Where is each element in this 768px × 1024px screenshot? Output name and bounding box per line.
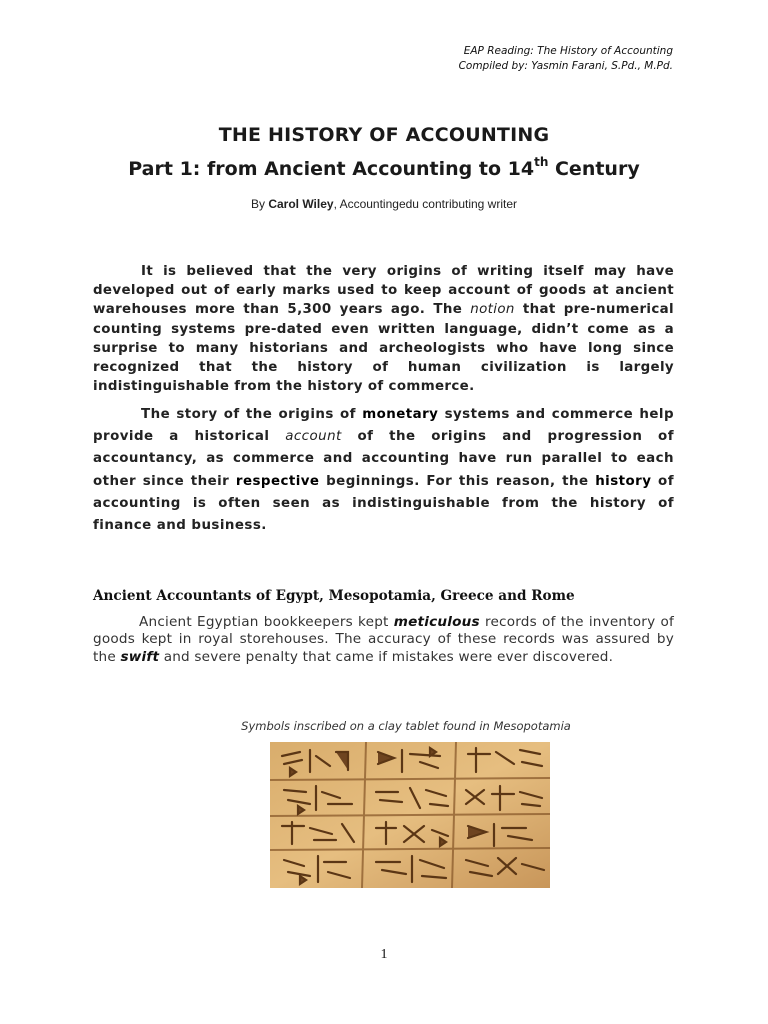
paragraph-text: that pre-numerical counting systems pre-dated even written language, didn’t come as a surprise to many historians and archeologists who have long since recognized that the history of human civilization is largely indistinguishable from the history of commerce. [93,302,674,395]
paragraph-origins [93,404,674,537]
paragraph-text: of the origins and progression of accountancy, as commerce and accounting have run parallel to each other since their [93,429,674,489]
paragraph-text: Ancient Egyptian bookkeepers kept [139,614,394,630]
paragraph-text: systems and commerce help provide a historical [93,407,674,445]
header-course-title: EAP Reading: The History of Accounting [463,45,673,57]
page-title: THE HISTORY OF ACCOUNTING [218,124,550,146]
subtitle-superscript: th [534,155,549,169]
paragraph-text: of accounting is often seen as indistinguishable from the history of finance and business. [93,473,674,534]
subtitle-text: Part 1: from Ancient Accounting to 14 [128,158,535,180]
byline-author: Carol Wiley [268,197,334,211]
byline [0,197,768,211]
paragraph-text: and severe penalty that came if mistakes were ever discovered. [159,648,614,665]
paragraph-egypt [93,614,674,666]
byline-suffix: , Accountingedu contributing writer [333,197,518,211]
subtitle-text-end: Century [548,158,640,180]
paragraph-intro [93,262,674,396]
paragraph-text: The story of the origins of [141,407,363,422]
section-heading: Ancient Accountants of Egypt, Mesopotamia, Greece and Rome [93,588,575,604]
paragraph-text: It is believed that the very origins of writing itself may have developed out of early marks used to keep account of goods at ancient warehouses more than 5,300 years ago. The [93,264,674,318]
figure-caption: Symbols inscribed on a clay tablet found in Mesopotamia [241,719,571,733]
keyword-history: history [595,473,652,489]
emphasis-notion: notion [470,302,515,318]
paragraph-text: records of the inventory of goods kept in royal storehouses. The accuracy of these records was assured by the [93,614,674,665]
emphasis-swift: swift [120,648,160,665]
emphasis-account: account [285,429,342,445]
keyword-monetary: monetary [362,407,439,422]
document-header [459,44,673,74]
keyword-respective: respective [235,473,320,489]
header-compiler: Compiled by: Yasmin Farani, S.Pd., M.Pd. [458,60,673,72]
clay-tablet-image [270,742,550,888]
paragraph-text: beginnings. For this reason, the [319,473,596,489]
page-number: 1 [380,947,388,962]
page-subtitle [0,155,768,180]
byline-prefix: By [250,197,269,211]
emphasis-meticulous: meticulous [393,614,480,630]
